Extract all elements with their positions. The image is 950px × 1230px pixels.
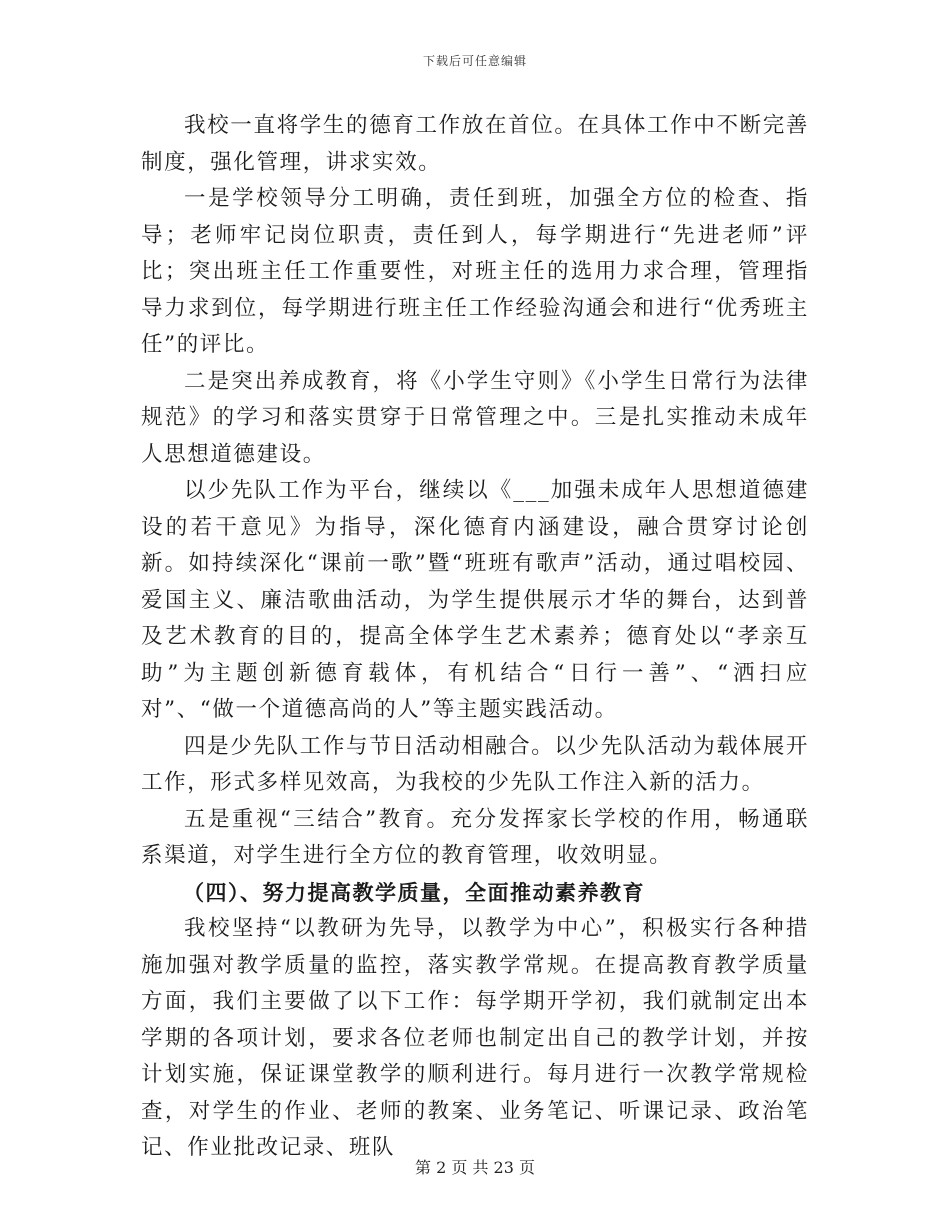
page-header: 下载后可任意编辑 <box>422 54 527 68</box>
section-heading: （四）、努力提高教学质量，全面推动素养教育 <box>183 880 645 905</box>
paragraph-teaching-quality: 我校坚持“以教研为先导，以教学为中心”，积极实行各种措施加强对教学质量的监控，落实教学常规。在提高教育教学质量方面，我们主要做了以下工作：每学期开学初，我们就制定出本学期的各项计划，要求各位老师也制定出自己的教学计划，并按计划实施，保证课堂教学的顺利进行。每月进行一次教学常规检查，对学生的作业、老师的教案、业务笔记、听课记录、政治笔记、作业批改记录、班队 <box>141 916 809 1160</box>
paragraph-intro: 我校一直将学生的德育工作放在首位。在具体工作中不断完善制度，强化管理，讲求实效。 <box>141 113 809 175</box>
paragraph-point-five: 五是重视“三结合”教育。充分发挥家长学校的作用，畅通联系渠道，对学生进行全方位的教育管理，收效明显。 <box>141 806 809 868</box>
paragraph-point-two: 二是突出养成教育，将《小学生守则》《小学生日常行为法律规范》的学习和落实贯穿于日常管理之中。三是扎实推动未成年人思想道德建设。 <box>141 368 809 467</box>
page-number-footer: 第 2 页 共 23 页 <box>415 1158 535 1177</box>
document-body <box>141 108 809 1167</box>
paragraph-point-one: 一是学校领导分工明确，责任到班，加强全方位的检查、指导；老师牢记岗位职责，责任到人，每学期进行“先进老师”评比；突出班主任工作重要性，对班主任的选用力求合理，管理指导力求到位，每学期进行班主任工作经验沟通会和进行“优秀班主任”的评比。 <box>141 186 809 357</box>
paragraph-point-four: 四是少先队工作与节日活动相融合。以少先队活动为载体展开工作，形式多样见效高，为我校的少先队工作注入新的活力。 <box>141 733 809 795</box>
paragraph-young-pioneers: 以少先队工作为平台，继续以《___加强未成年人思想道德建设的若干意见》为指导，深化德育内涵建设，融合贯穿讨论创新。如持续深化“课前一歌”暨“班班有歌声”活动，通过唱校园、爱国主义、廉洁歌曲活动，为学生提供展示才华的舞台，达到普及艺术教育的目的，提高全体学生艺术素养；德育处以“孝亲互助”为主题创新德育载体，有机结合“日行一善”、“洒扫应对”、“做一个道德高尚的人”等主题实践活动。 <box>141 478 809 722</box>
